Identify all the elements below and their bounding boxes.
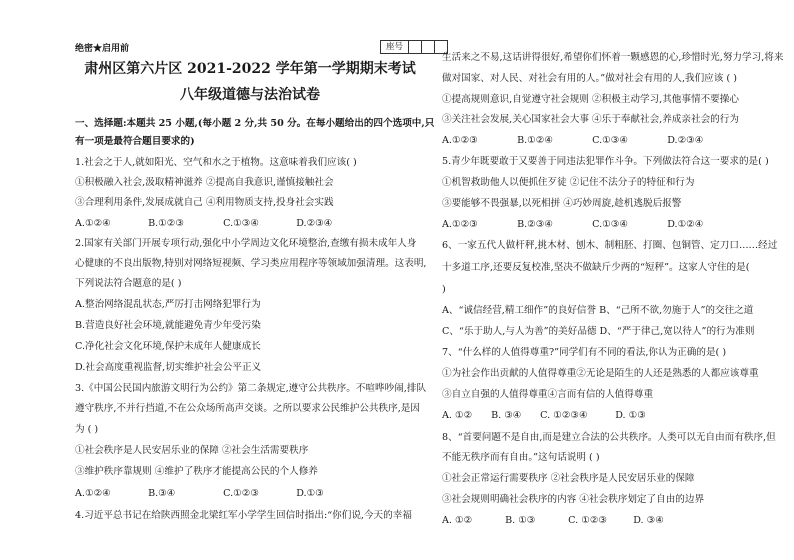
seat-number-box[interactable]: [380, 40, 448, 54]
q3-option-a[interactable]: A.①②④: [75, 488, 111, 499]
section-instruction: 一、选择题:本题共 25 小题,(每小题 2 分,共 50 分。在每小题给出的四个选项中,只: [75, 118, 435, 129]
q6-stem-cont: ): [442, 284, 446, 295]
q8-statement-row: ①社会正常运行需要秩序 ②社会秩序是人民安居乐业的保障: [442, 473, 695, 484]
q5-stem: 5.青少年既要敢于又要善于同违法犯罪作斗争。下列做法符合这一要求的是( ): [442, 156, 769, 167]
q8-option-a[interactable]: A. ①②: [442, 515, 473, 526]
seat-label: 座号: [381, 41, 409, 53]
q4-statement-row: ③关注社会发展,关心国家社会大事 ④乐于奉献社会,养成亲社会的行为: [442, 114, 739, 125]
q1-statement-row: ③合理利用条件,发展成就自己 ④利用物质支持,投身社会实践: [75, 197, 334, 208]
q2-option-d[interactable]: D.社会高度重视监督,切实维护社会公平正义: [75, 362, 262, 373]
q7-option-d[interactable]: D. ①③: [615, 410, 646, 421]
q1-option-a[interactable]: A.①②④: [75, 218, 111, 229]
q5-option-c[interactable]: C.①③④: [592, 219, 628, 230]
q5-option-b[interactable]: B.②③④: [517, 219, 553, 230]
q8-stem: 8、“首要问题不是自由,而是建立合法的公共秩序。人类可以无自由而有秩序,但: [442, 432, 776, 443]
q3-option-c[interactable]: C.①②③: [223, 488, 259, 499]
exam-subtitle: 八年级道德与法治试卷: [180, 87, 320, 103]
q1-option-d[interactable]: D.②③④: [296, 218, 333, 229]
q3-stem-cont: 遵守秩序,不并行挡道,不在公众场所高声交谈。之所以要求公民维护公共秩序,是因: [75, 403, 420, 414]
q2-stem-cont: 下列说法符合题意的是( ): [75, 278, 182, 289]
q8-statement-row: ③社会规则明确社会秩序的内容 ④社会秩序划定了自由的边界: [442, 494, 705, 505]
q7-options: [442, 410, 646, 422]
q8-options: [442, 515, 664, 527]
q5-options: [442, 219, 703, 231]
q4-stem-cont: 做对国家、对人民、对社会有用的人。”做对社会有用的人,我们应该 ( ): [442, 73, 737, 84]
q3-statement-row: ①社会秩序是人民安居乐业的保障 ②社会生活需要秩序: [75, 445, 309, 456]
q4-statement-row: ①提高规则意识,自觉遵守社会规则 ②积极主动学习,其他事情不要操心: [442, 94, 739, 105]
seat-cell[interactable]: [409, 41, 422, 53]
q4-options: [442, 135, 703, 147]
q8-option-c[interactable]: C. ①②③: [568, 515, 608, 526]
q8-option-d[interactable]: D. ③④: [633, 515, 664, 526]
q1-stem: 1.社会之于人,就如阳光、空气和水之于植物。这意味着我们应该( ): [75, 157, 357, 168]
q5-option-d[interactable]: D.①②④: [667, 219, 704, 230]
q3-options: [75, 488, 324, 500]
q4-option-a[interactable]: A.①②③: [442, 135, 478, 146]
q3-statement-row: ③维护秩序靠规则 ④维护了秩序才能提高公民的个人修养: [75, 466, 318, 477]
q2-option-b[interactable]: B.营造良好社会环境,就能避免青少年受污染: [75, 320, 261, 331]
exam-title: 肃州区第六片区 2021-2022 学年第一学期期末考试: [84, 61, 416, 77]
q2-option-a[interactable]: A.整治网络混乱状态,严厉打击网络犯罪行为: [75, 299, 261, 310]
q7-statement-row: ①为社会作出贡献的人值得尊重②无论是陌生的人还是熟悉的人都应该尊重: [442, 368, 759, 379]
q3-option-b[interactable]: B.③④: [148, 488, 176, 499]
q1-option-c[interactable]: C.①③④: [223, 218, 259, 229]
q4-stem-cont: 生活来之不易,这话讲得很好,希望你们怀着一颗感恩的心,珍惜时光,努力学习,将来: [442, 52, 784, 63]
q3-option-d[interactable]: D.①③: [296, 488, 324, 499]
q8-stem-cont: 不能无秩序而有自由。”这句话说明 ( ): [442, 452, 600, 463]
q4-option-c[interactable]: C.①③④: [592, 135, 628, 146]
q4-stem: 4.习近平总书记在给陕西照金北梁红军小学学生回信时指出:“你们说,今天的幸福: [75, 510, 412, 521]
q4-option-b[interactable]: B.①②④: [517, 135, 553, 146]
q7-option-b[interactable]: B. ③④: [491, 410, 522, 421]
section-instruction-cont: 有一项是最符合题目要求的): [75, 136, 195, 147]
q1-statement-row: ①积极融入社会,汲取精神滋养 ②提高自我意识,谨慎接触社会: [75, 177, 334, 188]
q2-option-c[interactable]: C.净化社会文化环境,保护未成年人健康成长: [75, 341, 261, 352]
q8-option-b[interactable]: B. ①③: [505, 515, 536, 526]
q5-statement-row: ③要能够不畏强暴,以死相拼 ④巧妙周旋,趁机逃脱后报警: [442, 198, 682, 209]
q7-statement-row: ③自立自强的人值得尊重④言而有信的人值得尊重: [442, 389, 654, 400]
seat-cell[interactable]: [422, 41, 435, 53]
q7-stem: 7、“什么样的人值得尊重?”同学们有不同的看法,你认为正确的是( ): [442, 347, 727, 358]
q6-stem: 6、一家五代人做杆秤,挑木材、刨木、制粗胚、打圈、包铜管、定刀口……经过: [442, 240, 778, 251]
q3-stem-cont: 为 ( ): [75, 424, 99, 435]
confidential-label: 绝密★启用前: [75, 44, 130, 54]
q6-options-cd[interactable]: C、“乐于助人,与人为善”的美好品德 D、“严于律己,宽以待人”的行为准则: [442, 326, 755, 337]
q4-option-d[interactable]: D.②③④: [667, 135, 704, 146]
q1-options: [75, 218, 332, 230]
q5-option-a[interactable]: A.①②③: [442, 219, 478, 230]
q6-options-ab[interactable]: A、“诚信经营,精工细作”的良好信誉 B、“己所不欲,勿施于人”的交往之道: [442, 305, 754, 316]
q1-option-b[interactable]: B.①②③: [148, 218, 184, 229]
q7-option-c[interactable]: C. ①②③④: [540, 410, 588, 421]
q2-stem: 2.国家有关部门开展专项行动,强化中小学周边文化环境整治,查缴有损未成年人身: [75, 238, 417, 249]
q2-stem-cont: 心健康的不良出版物,特别对网络短视频、学习类应用程序等领域加强清理。这表明,: [75, 258, 427, 269]
q5-statement-row: ①机智救助他人以便抓住歹徒 ②记住不法分子的特征和行为: [442, 177, 695, 188]
q3-stem: 3.《中国公民国内旅游文明行为公约》第二条规定,遵守公共秩序。不喧哗吵闹,排队: [75, 383, 427, 394]
q7-option-a[interactable]: A. ①②: [442, 410, 473, 421]
q6-stem-cont: 十多道工序,还要反复校准,坚决不做缺斤少两的“短秤”。这家人守住的是(: [442, 262, 750, 273]
